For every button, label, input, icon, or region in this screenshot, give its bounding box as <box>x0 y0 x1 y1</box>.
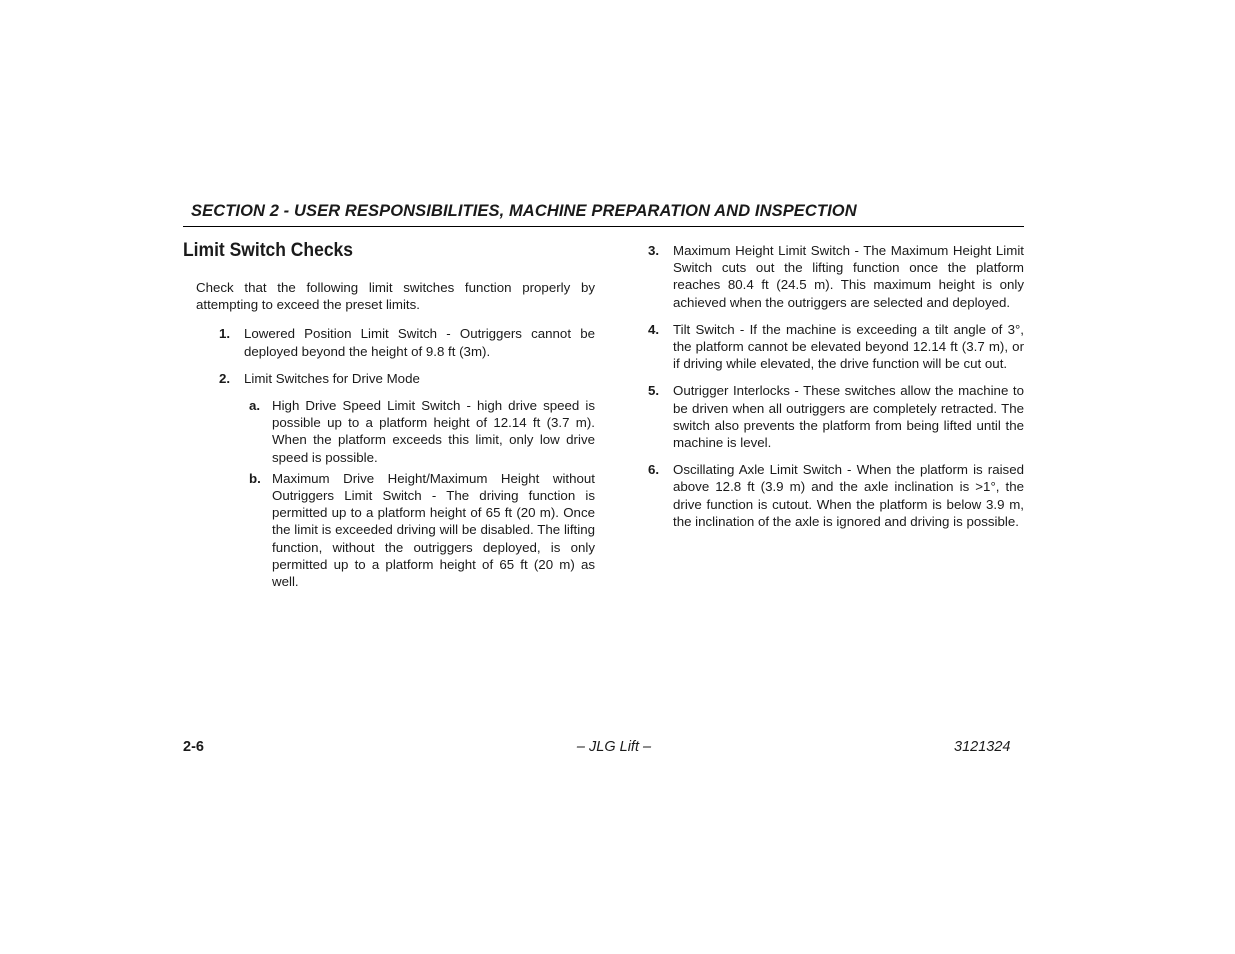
sub-letter: a. <box>249 398 261 414</box>
intro-paragraph: Check that the following limit switches function properly by attempting to exceed the preset limits. <box>196 280 595 313</box>
list-item-6 <box>644 461 1024 530</box>
sub-item-a <box>183 397 595 466</box>
document-number: 3121324 <box>954 739 1011 755</box>
list-number: 1. <box>219 326 231 342</box>
footer-brand: – JLG Lift – <box>576 739 652 755</box>
sub-letter: b. <box>249 470 261 486</box>
header-rule <box>183 226 1024 227</box>
list-number: 4. <box>648 321 660 337</box>
list-item-4 <box>644 321 1024 373</box>
list-text: Outrigger Interlocks - These switches allow the machine to be driven when all outriggers are completely retracted. The switch also prevents the platform from being lifted until the machine is level. <box>673 383 1024 451</box>
left-column <box>183 279 595 594</box>
list-text: Limit Switches for Drive Mode <box>244 370 420 386</box>
list-number: 3. <box>648 243 660 258</box>
list-number: 5. <box>648 383 660 399</box>
list-item-3 <box>644 242 1024 311</box>
sub-text: High Drive Speed Limit Switch - high drive speed is possible up to a platform height of 12.14 ft (3.7 m). When the platform exceeds this limit, only low drive speed is possible. <box>272 398 595 465</box>
list-item-5 <box>644 382 1024 451</box>
list-text: Maximum Height Limit Switch - The Maximum Height Limit Switch cuts out the lifting function once the platform reaches 80.4 ft (24.5 m). This maximum height is only achieved when the outriggers are selected and deployed. <box>673 243 1024 310</box>
list-text: Lowered Position Limit Switch - Outriggers cannot be deployed beyond the height of 9.8 ft (3m). <box>244 326 595 359</box>
list-number: 2. <box>219 370 231 386</box>
list-item-1 <box>183 325 595 359</box>
list-text: Tilt Switch - If the machine is exceeding a tilt angle of 3°, the platform cannot be elevated beyond 12.14 ft (3.7 m), or if driving while elevated, the drive function will be cut out. <box>673 321 1024 372</box>
right-column <box>644 242 1024 540</box>
page-title: Limit Switch Checks <box>183 240 353 261</box>
sub-item-b <box>183 470 595 590</box>
sub-text: Maximum Drive Height/Maximum Height without Outriggers Limit Switch - The driving function is permitted up to a platform height of 65 ft (20 m). Once the limit is exceeded driving will be disabled. The lifting function, without the outriggers deployed, is only permitted up to a platform height of 65 ft (20 m) as well. <box>272 470 595 590</box>
page-number: 2-6 <box>183 739 204 755</box>
list-number: 6. <box>648 462 660 478</box>
list-text: Oscillating Axle Limit Switch - When the platform is raised above 12.8 ft (3.9 m) and the axle inclination is >1°, the drive function is cutout. When the platform is below 3.9 m, the inclination of the axle is ignored and driving is possible. <box>673 462 1024 529</box>
section-header: SECTION 2 - USER RESPONSIBILITIES, MACHINE PREPARATION AND INSPECTION <box>191 202 857 220</box>
list-item-2 <box>183 370 595 387</box>
